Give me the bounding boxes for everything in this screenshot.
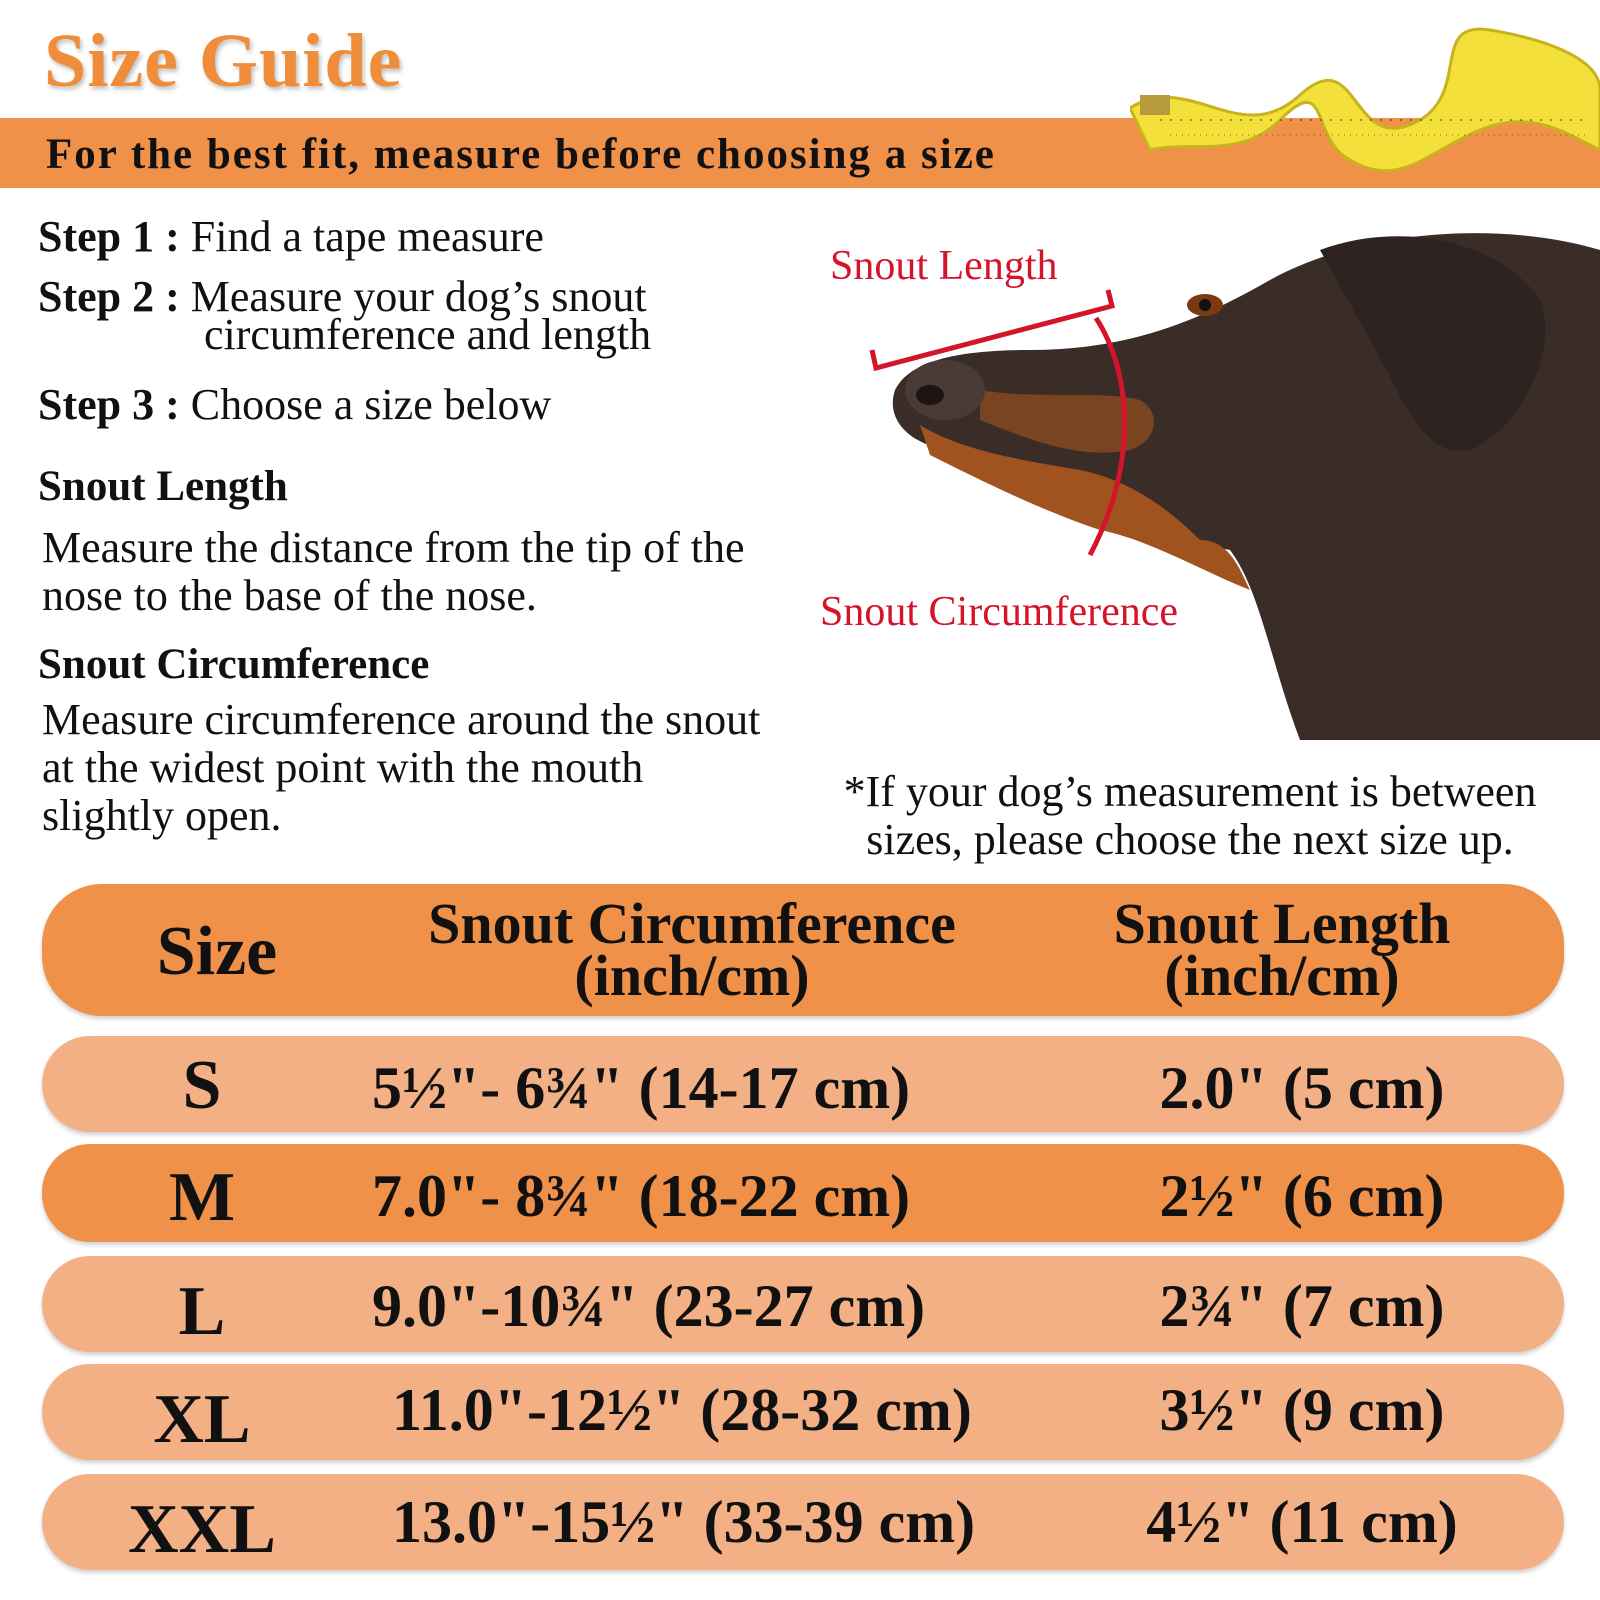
page-title: Size Guide	[44, 19, 403, 103]
steps-list	[38, 212, 651, 440]
sizing-note: *If your dog’s measurement is between sizes, please choose the next size up.	[843, 767, 1537, 864]
step-text: Measure your dog’s snout	[190, 272, 647, 321]
step-2	[38, 272, 651, 370]
header-length-title: Snout Length	[1113, 891, 1451, 956]
dog-illustration	[800, 210, 1600, 770]
header-length-unit: (inch/cm)	[1164, 943, 1400, 1008]
row-circumference: 7.0"- 8¾" (18-22 cm)	[372, 1163, 911, 1229]
row-size: M	[168, 1159, 236, 1236]
table-row	[42, 1144, 1564, 1242]
row-circumference: 9.0"-10¾" (23-27 cm)	[372, 1273, 926, 1339]
step-text: Find a tape measure	[190, 212, 544, 261]
header-circumference-unit: (inch/cm)	[574, 943, 810, 1008]
tape-measure-icon	[1130, 0, 1600, 190]
step-1	[38, 212, 651, 262]
header-circumference-title: Snout Circumference	[428, 891, 956, 956]
row-circumference: 5½"- 6¾" (14-17 cm)	[372, 1055, 911, 1121]
table-header	[42, 884, 1564, 1016]
dog-head-drawing	[800, 210, 1600, 770]
step-label: Step 1 :	[38, 212, 180, 261]
row-circumference: 13.0"-15½" (33-39 cm)	[392, 1489, 976, 1555]
row-length: 3½" (9 cm)	[1159, 1377, 1445, 1443]
snout-length-body: Measure the distance from the tip of the nose to the base of the nose.	[42, 523, 745, 620]
row-size: XL	[153, 1381, 251, 1458]
banner-text: For the best fit, measure before choosing a size	[46, 131, 996, 178]
row-size: S	[182, 1047, 222, 1124]
row-size: L	[178, 1273, 226, 1350]
step-label: Step 2 :	[38, 272, 180, 321]
row-circumference: 11.0"-12½" (28-32 cm)	[392, 1377, 972, 1443]
row-length: 2¾" (7 cm)	[1159, 1273, 1445, 1339]
table-row	[42, 1474, 1564, 1570]
step-3	[38, 380, 651, 430]
snout-length-title: Snout Length	[38, 463, 288, 510]
table-row	[42, 1364, 1564, 1460]
snout-length-label: Snout Length	[830, 243, 1058, 289]
header-size: Size	[156, 913, 278, 990]
row-length: 2½" (6 cm)	[1159, 1163, 1445, 1229]
header-circumference	[362, 891, 1022, 1008]
row-size: XXL	[128, 1491, 276, 1568]
snout-circumference-label: Snout Circumference	[820, 589, 1179, 635]
header-length	[1042, 891, 1522, 1008]
step-text-continued: circumference and length	[204, 310, 652, 359]
table-row	[42, 1036, 1564, 1132]
row-length: 4½" (11 cm)	[1146, 1489, 1458, 1555]
step-text: Choose a size below	[190, 380, 552, 429]
snout-circumference-body: Measure circumference around the snout at the widest point with the mouth slightly open.	[42, 695, 761, 840]
snout-circumference-title: Snout Circumference	[38, 641, 430, 688]
table-row	[42, 1256, 1564, 1352]
row-length: 2.0" (5 cm)	[1159, 1055, 1445, 1121]
step-label: Step 3 :	[38, 380, 180, 429]
